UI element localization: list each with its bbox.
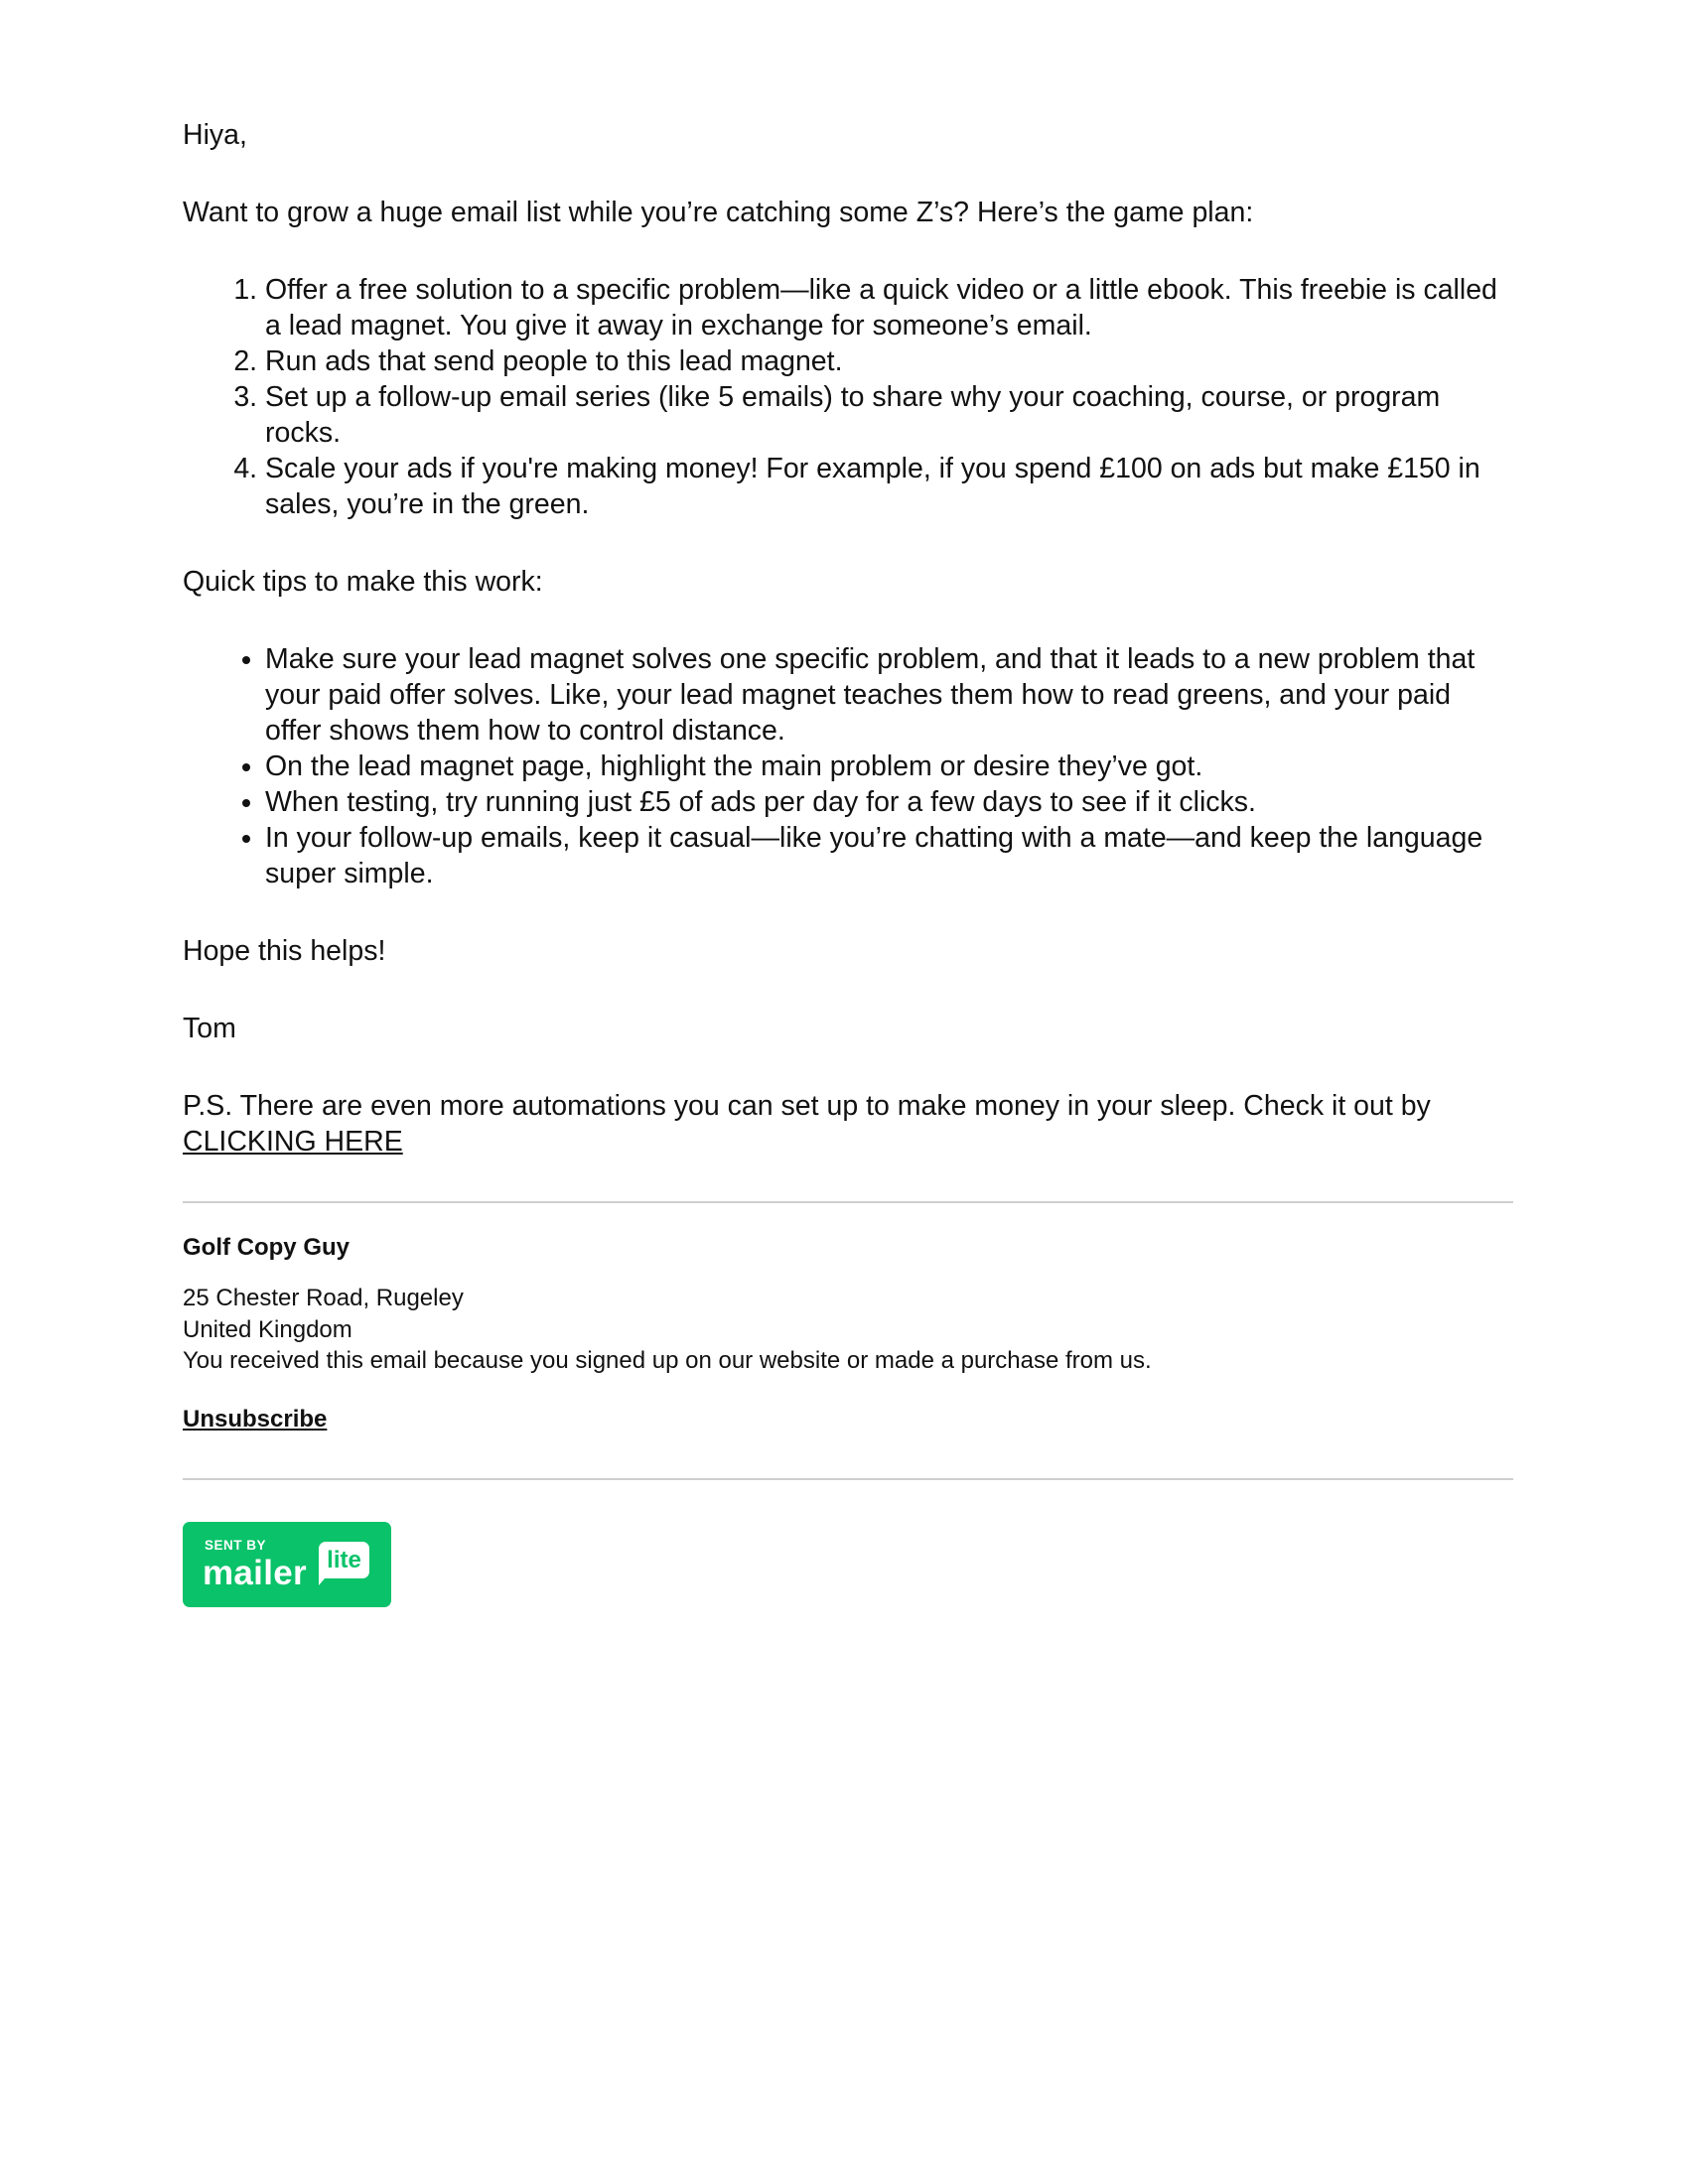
mailer-logo-text: mailer [203,1553,307,1592]
subscription-notice: You received this email because you signed up on our website or made a purchase from us. [183,1347,1152,1374]
list-item: • Make sure your lead magnet solves one specific problem, and that it leads to a new problem that your paid offer solves. Like, your lead magnet teaches them how to read greens, and your paid offer shows them how to control distance. [265,641,1513,749]
list-item: 2. Run ads that send people to this lead magnet. [265,343,1513,379]
divider [183,1478,1513,1480]
ps-paragraph [183,1088,1513,1160]
tips-list [183,641,1513,891]
greeting: Hiya, [183,119,247,151]
list-item: 4. Scale your ads if you're making money! For example, if you spend £100 on ads but make £150 in sales, you’re in the green. [265,451,1513,522]
sent-by-label: SENT BY [205,1537,267,1553]
list-item: 3. Set up a follow-up email series (like 5 emails) to share why your coaching, course, or program rocks. [265,379,1513,451]
email-body [183,117,1513,1607]
mailerlite-badge[interactable] [183,1522,391,1607]
list-item: • On the lead magnet page, highlight the main problem or desire they’ve got. [265,749,1513,784]
steps-list [183,272,1513,522]
company-name: Golf Copy Guy [183,1234,350,1261]
list-item: 1. Offer a free solution to a specific problem—like a quick video or a little ebook. This freebie is called a lead magnet. You give it away in exchange for someone’s email. [265,272,1513,343]
list-item: • When testing, try running just £5 of ads per day for a few days to see if it clicks. [265,784,1513,820]
list-item: • In your follow-up emails, keep it casual—like you’re chatting with a mate—and keep the language super simple. [265,820,1513,891]
tips-heading: Quick tips to make this work: [183,566,543,598]
closing-line: Hope this helps! [183,935,386,967]
unsubscribe-link[interactable]: Unsubscribe [183,1405,328,1433]
signature: Tom [183,1013,236,1044]
intro-paragraph: Want to grow a huge email list while you’re catching some Z’s? Here’s the game plan: [183,197,1254,228]
email-footer [183,1203,1513,1478]
ps-text: P.S. There are even more automations you can set up to make money in your sleep. Check it out by [183,1090,1431,1122]
lite-speech-bubble-icon: lite [319,1542,369,1578]
address-line-1: 25 Chester Road, Rugeley [183,1285,464,1311]
address-line-2: United Kingdom [183,1315,352,1343]
clicking-here-link[interactable]: CLICKING HERE [183,1126,403,1158]
